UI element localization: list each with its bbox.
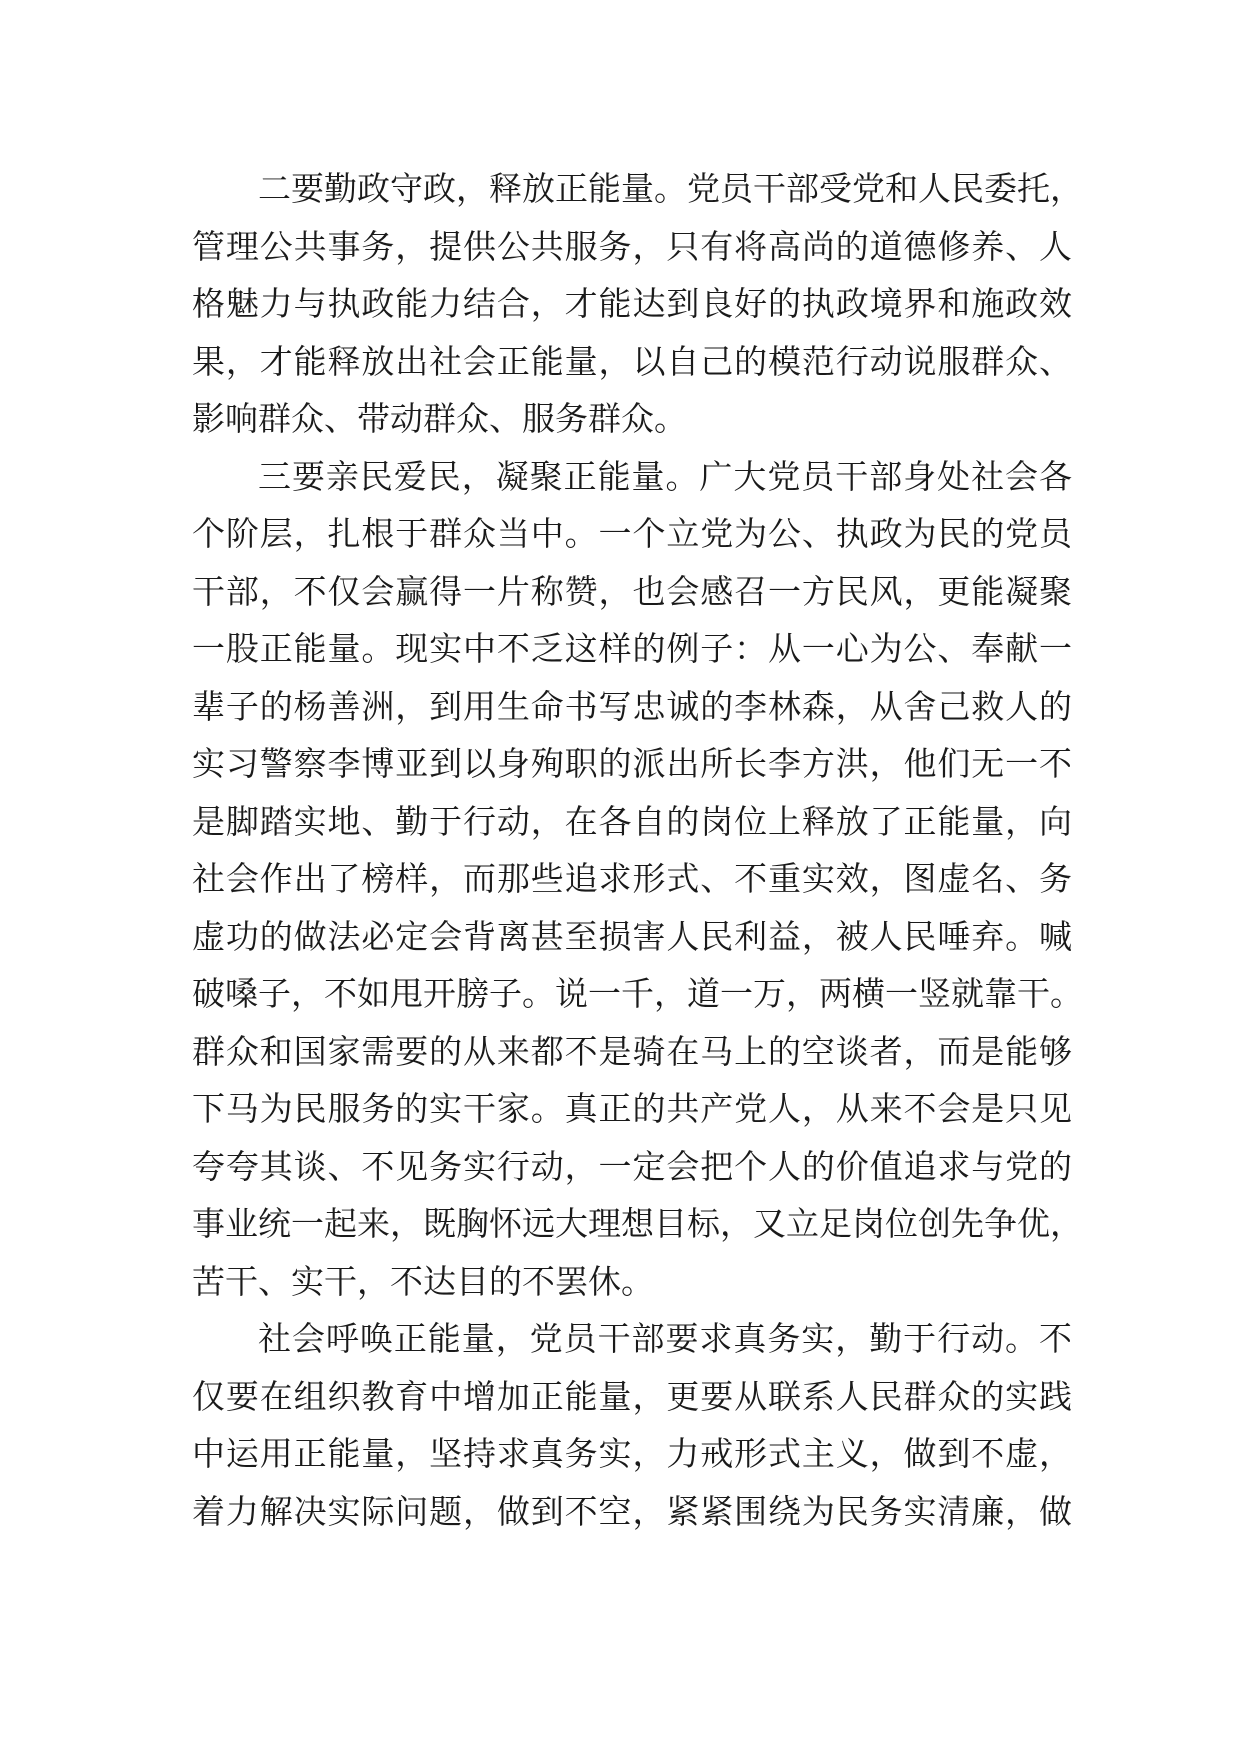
text-line: 辈子的杨善洲，到用生命书写忠诚的李林森，从舍己救人的 [192,686,1072,726]
text-line: 苦干、实干，不达目的不罢休。 [192,1261,654,1301]
text-line: 影响群众、带动群众、服务群众。 [192,399,687,438]
text-line: 一股正能量。现实中不乏这样的例子：从一心为公、奉献一 [192,629,1072,668]
text-line: 干部，不仅会赢得一片称赞，也会感召一方民风，更能凝聚 [192,571,1072,611]
text-line: 社会呼唤正能量，党员干部要求真务实，勤于行动。不 [258,1319,1072,1358]
text-line: 果，才能释放出社会正能量，以自己的模范行动说服群众、 [192,341,1072,381]
text-line: 社会作出了榜样，而那些追求形式、不重实效，图虚名、务 [192,859,1072,898]
body-text [192,160,1083,1540]
text-line: 格魅力与执政能力结合，才能达到良好的执政境界和施政效 [192,284,1072,323]
text-line: 中运用正能量，坚持求真务实，力戒形式主义，做到不虚， [192,1434,1072,1473]
text-line: 实习警察李博亚到以身殉职的派出所长李方洪，他们无一不 [192,744,1072,783]
text-line: 二要勤政守政，释放正能量。党员干部受党和人民委托， [258,169,1083,208]
text-line: 是脚踏实地、勤于行动，在各自的岗位上释放了正能量，向 [192,801,1072,841]
text-line: 下马为民服务的实干家。真正的共产党人，从来不会是只见 [192,1089,1072,1128]
text-line: 事业统一起来，既胸怀远大理想目标，又立足岗位创先争优， [192,1204,1083,1243]
text-line: 仅要在组织教育中增加正能量，更要从联系人民群众的实践 [192,1376,1072,1416]
paragraph-society-calls [192,1310,1072,1540]
text-line: 虚功的做法必定会背离甚至损害人民利益，被人民唾弃。喊 [192,916,1072,956]
text-line: 三要亲民爱民，凝聚正能量。广大党员干部身处社会各 [258,456,1072,496]
text-line: 夸夸其谈、不见务实行动，一定会把个人的价值追求与党的 [192,1146,1072,1186]
text-line: 着力解决实际问题，做到不空，紧紧围绕为民务实清廉，做 [192,1491,1072,1531]
paragraph-diligent-governance [192,160,1083,448]
text-line: 管理公共事务，提供公共服务，只有将高尚的道德修养、人 [192,226,1072,266]
text-line: 个阶层，扎根于群众当中。一个立党为公、执政为民的党员 [192,514,1072,553]
text-line: 破嗓子，不如甩开膀子。说一千，道一万，两横一竖就靠干。 [192,974,1083,1013]
paragraph-close-to-people [192,448,1083,1311]
text-line: 群众和国家需要的从来都不是骑在马上的空谈者，而是能够 [192,1031,1072,1071]
